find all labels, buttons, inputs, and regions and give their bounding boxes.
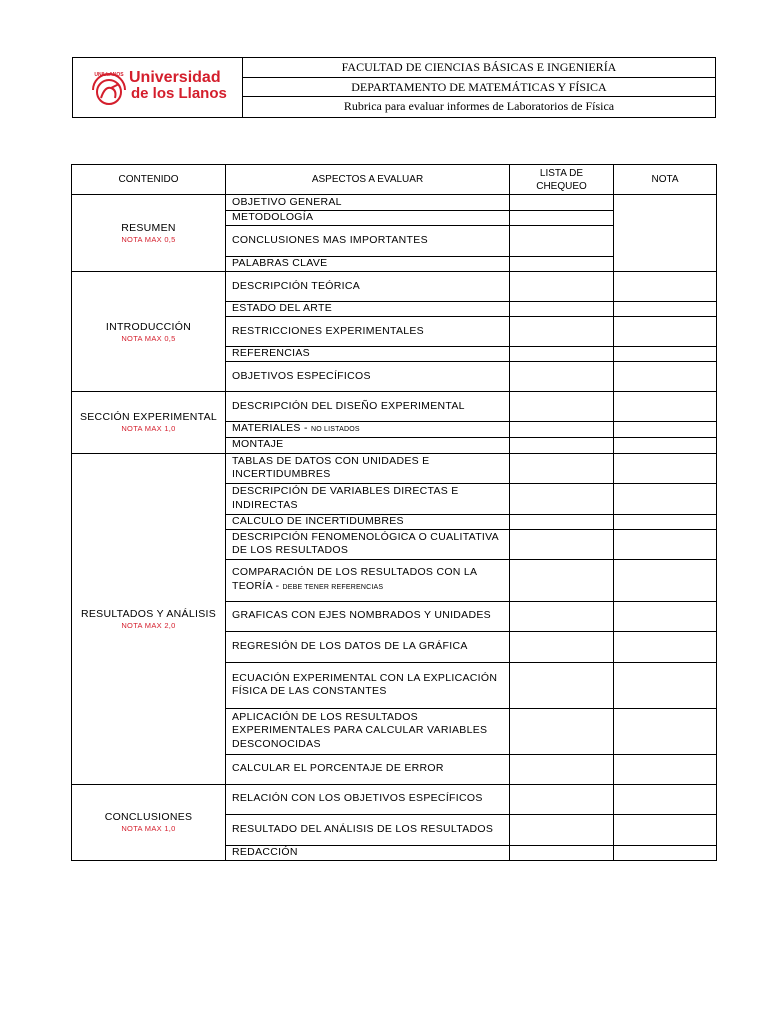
aspect-text: REFERENCIAS [232,347,310,360]
grade-cell[interactable] [614,483,717,514]
grade-cell[interactable] [614,559,717,601]
aspect-cell [226,437,510,453]
section-name: RESULTADOS Y ANÁLISIS [80,607,217,620]
table-header-row [72,165,717,195]
aspect-cell [226,347,510,362]
aspect-cell [226,631,510,662]
table-row [72,392,717,422]
aspect-cell [226,662,510,708]
section-name: SECCIÓN EXPERIMENTAL [79,411,218,424]
faculty-name: FACULTAD DE CIENCIAS BÁSICAS E INGENIERÍA [243,58,715,78]
rubric-table [71,164,717,861]
aspect-text: COMPARACIÓN DE LOS RESULTADOS CON LA TEORÍA - [232,566,477,592]
section-cell [72,392,226,454]
checklist-cell[interactable] [510,601,614,631]
aspect-cell [226,362,510,392]
grade-cell[interactable] [614,708,717,754]
aspect-note: DEBE TENER REFERENCIAS [282,583,384,591]
table-row [72,453,717,483]
department-name: DEPARTAMENTO DE MATEMÁTICAS Y FÍSICA [243,78,715,98]
section-cell [72,195,226,272]
table-row [72,272,717,302]
table-row [72,784,717,814]
grade-cell[interactable] [614,845,717,860]
checklist-cell[interactable] [510,317,614,347]
checklist-cell[interactable] [510,662,614,708]
checklist-cell[interactable] [510,845,614,860]
aspect-cell [226,514,510,529]
section-max-grade: NOTA MAX 0,5 [121,333,176,343]
logo-wordmark [129,70,227,102]
aspect-cell [226,601,510,631]
aspect-cell [226,317,510,347]
aspect-cell [226,814,510,845]
aspect-text: DESCRIPCIÓN TEÓRICA [232,279,361,292]
checklist-cell[interactable] [510,226,614,257]
aspect-text: RESTRICCIONES EXPERIMENTALES [232,324,424,337]
rubric-body [72,195,717,861]
checklist-cell[interactable] [510,708,614,754]
section-max-grade: NOTA MAX 1,0 [121,824,176,833]
aspect-text: ESTADO DEL ARTE [232,302,332,315]
aspect-text: DESCRIPCIÓN DE VARIABLES DIRECTAS E INDIRECTAS [232,485,459,511]
checklist-cell[interactable] [510,422,614,438]
section-max-grade: NOTA MAX 1,0 [121,424,176,434]
checklist-cell[interactable] [510,754,614,784]
section-max-grade: NOTA MAX 0,5 [121,235,176,244]
aspect-text: REDACCIÓN [232,845,298,858]
grade-cell[interactable] [614,347,717,362]
aspect-text: CALCULO DE INCERTIDUMBRES [232,514,404,527]
grade-cell[interactable] [614,529,717,559]
grade-cell[interactable] [614,814,717,845]
grade-cell[interactable] [614,422,717,438]
checklist-cell[interactable] [510,631,614,662]
checklist-cell[interactable] [510,272,614,302]
checklist-cell[interactable] [510,347,614,362]
checklist-cell[interactable] [510,195,614,211]
grade-cell[interactable] [614,272,717,302]
aspect-text: MATERIALES - [232,422,311,434]
aspect-cell [226,483,510,514]
logo-seal-text: UNILLANOS [94,72,124,78]
aspect-text: TABLAS DE DATOS CON UNIDADES E INCERTIDUMBRES [232,454,430,480]
grade-cell[interactable] [614,453,717,483]
checklist-cell[interactable] [510,437,614,453]
aspect-text: GRAFICAS CON EJES NOMBRADOS Y UNIDADES [232,609,491,622]
header-aspectos: ASPECTOS A EVALUAR [226,165,510,195]
aspect-cell [226,784,510,814]
checklist-cell[interactable] [510,483,614,514]
section-cell [72,453,226,784]
aspect-cell [226,559,510,601]
aspect-text: CONCLUSIONES MAS IMPORTANTES [232,234,428,247]
checklist-cell[interactable] [510,514,614,529]
aspect-cell [226,226,510,257]
aspect-cell [226,392,510,422]
aspect-cell [226,529,510,559]
aspect-cell [226,845,510,860]
aspect-text: OBJETIVOS ESPECÍFICOS [232,369,371,382]
grade-cell[interactable] [614,317,717,347]
checklist-cell[interactable] [510,453,614,483]
checklist-cell[interactable] [510,302,614,317]
aspect-text: PALABRAS CLAVE [232,257,328,270]
grade-cell[interactable] [614,754,717,784]
header-nota: NOTA [614,165,717,195]
aspect-cell [226,257,510,272]
checklist-cell[interactable] [510,257,614,272]
aspect-text: RELACIÓN CON LOS OBJETIVOS ESPECÍFICOS [232,792,483,805]
checklist-cell[interactable] [510,784,614,814]
checklist-cell[interactable] [510,362,614,392]
header-lista: LISTA DE CHEQUEO [510,165,614,195]
document-title: Rubrica para evaluar informes de Laboratorios de Física [343,99,615,114]
aspect-text: APLICACIÓN DE LOS RESULTADOS EXPERIMENTALES PARA CALCULAR VARIABLES DESCONOCIDAS [232,710,488,750]
section-cell [72,272,226,392]
aspect-cell [226,211,510,226]
grade-cell[interactable] [614,784,717,814]
aspect-cell [226,754,510,784]
aspect-text: CALCULAR EL PORCENTAJE DE ERROR [232,762,444,775]
checklist-cell[interactable] [510,211,614,226]
grade-cell[interactable] [614,601,717,631]
section-cell [72,784,226,860]
grade-cell[interactable] [614,362,717,392]
table-row [72,195,717,211]
section-name: INTRODUCCIÓN [105,320,192,333]
aspect-cell [226,195,510,211]
section-name: CONCLUSIONES [104,811,193,823]
document-header [72,57,716,118]
grade-cell[interactable] [614,514,717,529]
grade-cell[interactable] [614,392,717,422]
aspect-text: DESCRIPCIÓN FENOMENOLÓGICA O CUALITATIVA DE LOS RESULTADOS [232,530,499,556]
aspect-text: DESCRIPCIÓN DEL DISEÑO EXPERIMENTAL [232,399,465,412]
grade-cell[interactable] [614,302,717,317]
logo-line-1: Universidad [129,69,221,86]
checklist-cell[interactable] [510,814,614,845]
university-seal-icon [89,68,129,106]
grade-cell[interactable] [614,631,717,662]
aspect-cell [226,272,510,302]
aspect-text: RESULTADO DEL ANÁLISIS DE LOS RESULTADOS [232,822,494,835]
aspect-cell [226,708,510,754]
grade-cell[interactable] [614,662,717,708]
checklist-cell[interactable] [510,529,614,559]
aspect-note: NO LISTADOS [310,426,360,433]
checklist-cell[interactable] [510,392,614,422]
aspect-text: OBJETIVO GENERAL [232,195,342,208]
header-contenido: CONTENIDO [72,165,226,195]
section-max-grade: NOTA MAX 2,0 [121,620,176,630]
grade-cell[interactable] [614,195,717,272]
aspect-cell [226,453,510,483]
aspect-text: ECUACIÓN EXPERIMENTAL CON LA EXPLICACIÓN FÍSICA DE LAS CONSTANTES [232,671,498,697]
aspect-cell [226,422,510,438]
aspect-text: REGRESIÓN DE LOS DATOS DE LA GRÁFICA [232,639,468,652]
aspect-cell [226,302,510,317]
logo-line-2: de los Llanos [131,85,227,102]
checklist-cell[interactable] [510,559,614,601]
aspect-text: METODOLOGÍA [232,211,314,224]
section-name: RESUMEN [121,222,176,234]
university-logo [73,58,243,117]
grade-cell[interactable] [614,437,717,453]
aspect-text: MONTAJE [232,438,284,451]
